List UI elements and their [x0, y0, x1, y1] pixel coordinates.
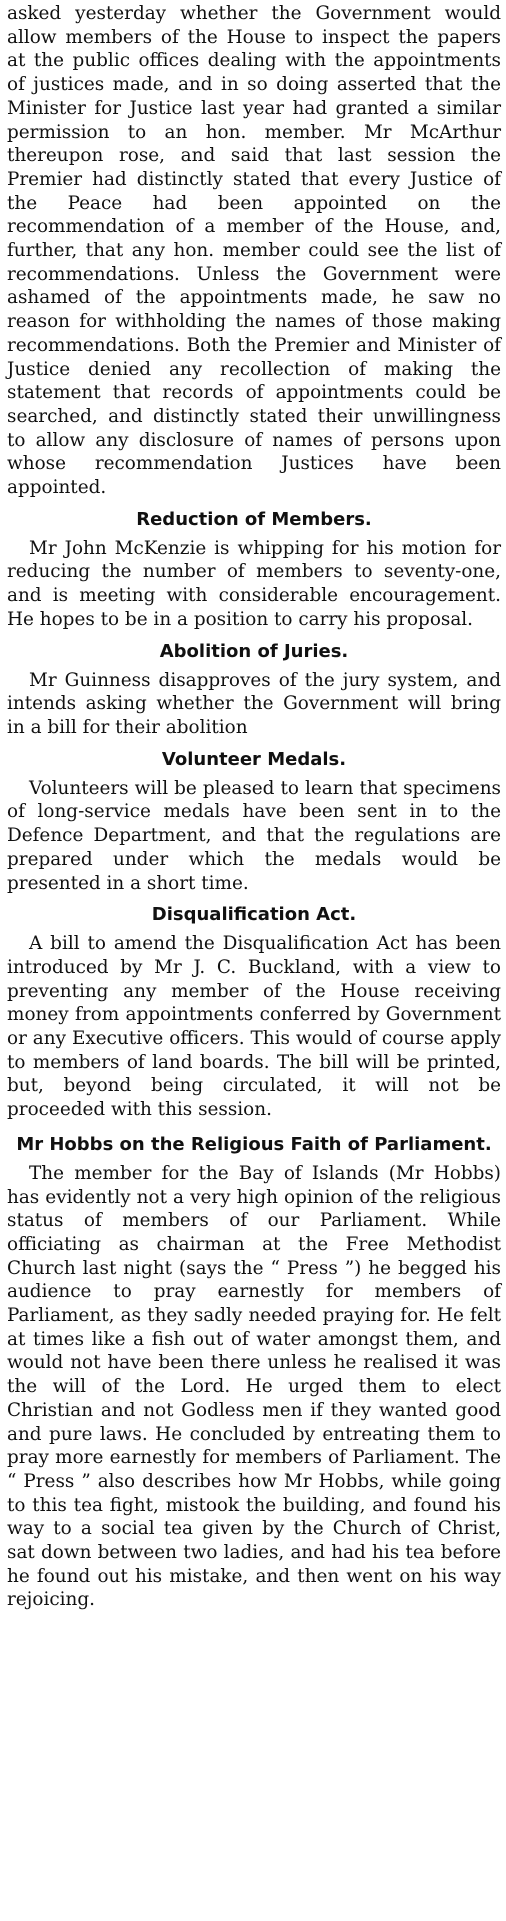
heading-mr-hobbs: Mr Hobbs on the Religious Faith of Parliament. — [16, 1133, 492, 1155]
paragraph-reduction-of-members: Mr John McKenzie is whipping for his motion for reducing the number of members to seventy-one, and is meeting with considerable encouragement. He hopes to be in a position to carry his proposal. — [7, 537, 501, 630]
heading-volunteer-medals: Volunteer Medals. — [161, 748, 347, 770]
heading-reduction-of-members: Reduction of Members. — [136, 508, 372, 530]
intro-paragraph: asked yesterday whether the Government would allow members of the House to inspect the papers at the public offices dealing with the appointments of justices made, and in so doing asserted that the Minister for Justice last year had granted a similar permission to an hon. member. Mr McArthur thereupon rose, and said that last session the Premier had distinctly stated that every Justice of the Peace had been appointed on the recommendation of a member of the House, and, further, that any hon. member could see the list of recommendations. Unless the Government were ashamed of the appointments made, he saw no reason for withholding the names of those making recommendations. Both the Premier and Minister of Justice denied any recollection of making the statement that records of appointments could be searched, and distinctly stated their unwillingness to allow any disclosure of names of persons upon whose recommendation Justices have been appointed. — [7, 3, 501, 499]
paragraph-disqualification-act: A bill to amend the Disqualification Act has been introduced by Mr J. C. Buckland, with a view to preventing any member of the House receiving money from appointments conferred by Government or any Executive officers. This would of course apply to members of land boards. The bill will be printed, but, beyond being circulated, it will not be proceeded with this session. — [7, 933, 501, 1121]
paragraph-abolition-of-juries: Mr Guinness disapproves of the jury system, and intends asking whether the Government will bring in a bill for their abolition — [7, 669, 501, 738]
paragraph-mr-hobbs: The member for the Bay of Islands (Mr Hobbs) has evidently not a very high opinion of the religious status of members of our Parliament. While officiating as chairman at the Free Methodist Church last night (says the “ Press ”) he begged his audience to pray earnestly for members of Parliament, as they sadly needed praying for. He felt at times like a fish out of water amongst them, and would not have been there unless he realised it was the will of the Lord. He urged them to elect Christian and not Godless men if they wanted good and pure laws. He concluded by entreating them to pray more earnestly for members of Parliament. The “ Press ” also describes how Mr Hobbs, while going to this tea fight, mistook the building, and found his way to a social tea given by the Church of Christ, sat down between two ladies, and had his tea before he found out his mistake, and then went on his way rejoicing. — [7, 1162, 501, 1611]
heading-disqualification-act: Disqualification Act. — [151, 904, 357, 926]
paragraph-volunteer-medals: Volunteers will be pleased to learn that specimens of long-service medals have been sent in to the Defence Department, and that the regulations are prepared under which the medals would be presented in a short time. — [7, 777, 501, 894]
heading-abolition-of-juries: Abolition of Juries. — [159, 640, 349, 662]
